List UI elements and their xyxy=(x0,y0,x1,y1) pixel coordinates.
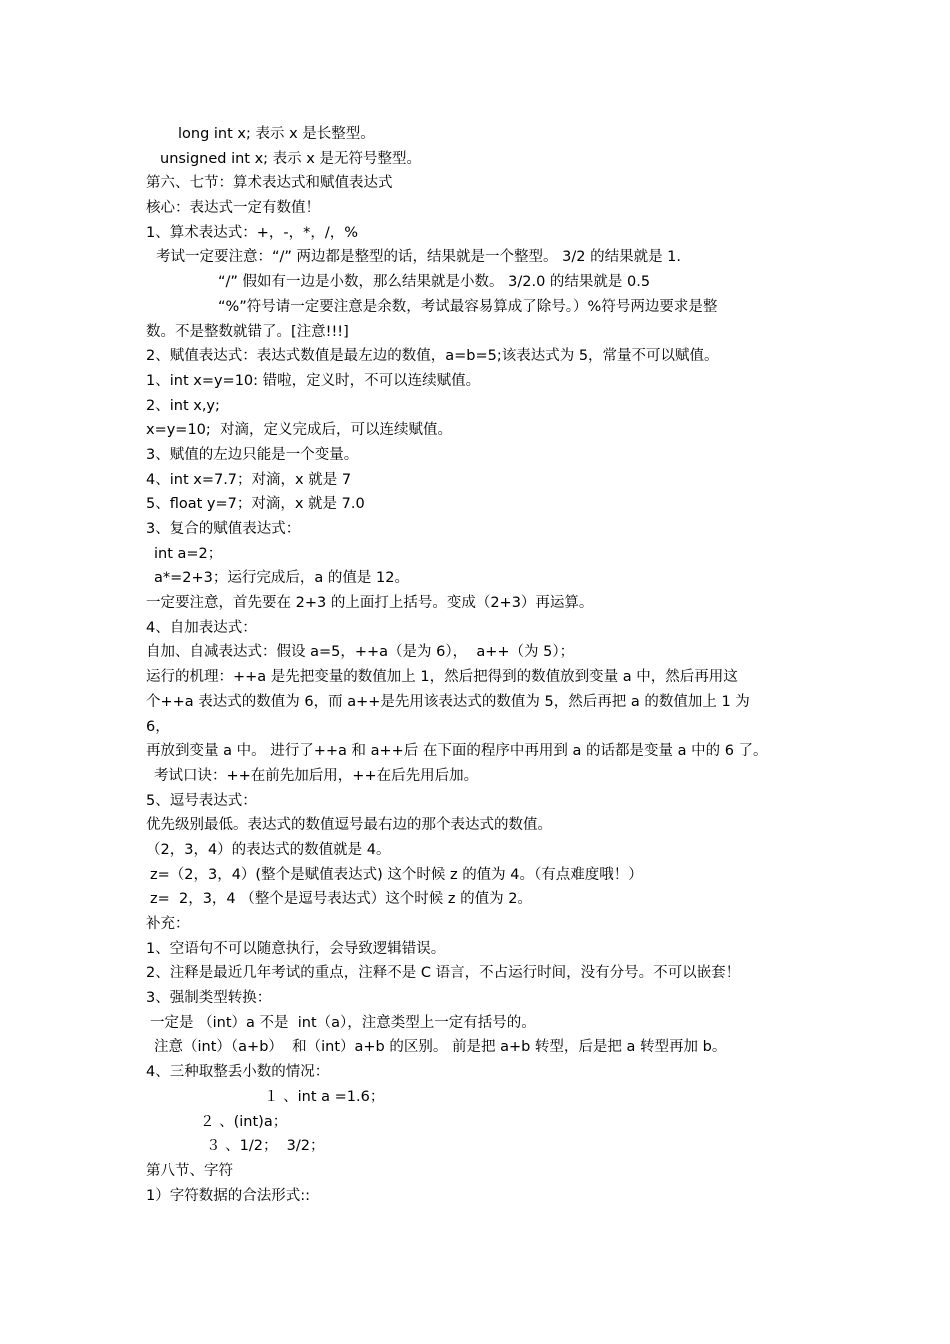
text-line: 优先级别最低。表达式的数值逗号最右边的那个表达式的数值。 xyxy=(146,817,552,834)
text-line: 考试一定要注意：“/” 两边都是整型的话，结果就是一个整型。 3/2 的结果就是 1. xyxy=(156,249,682,266)
text-line: unsigned int x; 表示 x 是无符号整型。 xyxy=(160,150,421,167)
text-line: 补充： xyxy=(146,916,190,932)
text-line: 核心：表达式一定有数值！ xyxy=(146,200,320,217)
code-line: int a=2； xyxy=(154,545,223,562)
text-line: 1）字符数据的合法形式:: xyxy=(146,1187,310,1204)
text-line: z= 2，3，4 （整个是逗号表达式）这个时候 z 的值为 2。 xyxy=(150,891,532,908)
text-line: 4、三种取整丢小数的情况： xyxy=(146,1064,330,1081)
text-line: 一定要注意，首先要在 2+3 的上面打上括号。变成（2+3）再运算。 xyxy=(146,595,594,612)
text-line: 个++a 表达式的数值为 6，而 a++是先用该表达式的数值为 5，然后再把 a 的数值加上 1 为 xyxy=(146,693,750,710)
list-item: ３ 、1/2； 3/2； xyxy=(206,1138,325,1155)
text-line: 一定是 （int）a 不是 int（a），注意类型上一定有括号的。 xyxy=(150,1014,536,1031)
text-line: 2、赋值表达式：表达式数值是最左边的数值，a=b=5;该表达式为 5，常量不可以赋值。 xyxy=(146,348,719,365)
text-line: 2、int x,y; xyxy=(146,397,220,414)
text-line: 5、float y=7；对滴，x 就是 7.0 xyxy=(146,496,365,513)
text-line: z=（2，3，4）(整个是赋值表达式) 这个时候 z 的值为 4。（有点难度哦！） xyxy=(150,866,643,883)
code-line: a*=2+3；运行完成后，a 的值是 12。 xyxy=(154,570,409,587)
section-heading: 第八节、字符 xyxy=(146,1162,233,1179)
section-heading: 第六、七节：算术表达式和赋值表达式 xyxy=(146,175,393,192)
text-line: 1、int x=y=10: 错啦，定义时，不可以连续赋值。 xyxy=(146,372,481,389)
text-line: （2，3，4）的表达式的数值就是 4。 xyxy=(146,841,391,858)
text-line: 2、注释是最近几年考试的重点，注释不是 C 语言，不占运行时间，没有分号。不可以嵌套！ xyxy=(146,965,741,982)
text-line: 考试口诀：++在前先加后用，++在后先用后加。 xyxy=(154,767,479,784)
text-line: 5、逗号表达式： xyxy=(146,792,257,809)
list-item: １ 、int a =1.6； xyxy=(264,1088,385,1105)
text-line: 3、强制类型转换： xyxy=(146,990,272,1007)
text-line: 运行的机理：++a 是先把变量的数值加上 1，然后把得到的数值放到变量 a 中，然后再用这 xyxy=(146,669,738,686)
text-line: 1、空语句不可以随意执行，会导致逻辑错误。 xyxy=(146,940,446,957)
text-line: x=y=10; 对滴，定义完成后，可以连续赋值。 xyxy=(146,422,453,439)
text-line: 3、赋值的左边只能是一个变量。 xyxy=(146,446,359,463)
text-line: 6， xyxy=(146,718,170,735)
text-line: 数。不是整数就错了。[注意!!!] xyxy=(146,323,349,340)
text-line: 自加、自减表达式：假设 a=5，++a（是为 6）， a++（为 5）； xyxy=(146,644,575,661)
text-line: 4、自加表达式： xyxy=(146,619,257,636)
list-item: ２ 、(int)a； xyxy=(200,1113,288,1130)
document-body xyxy=(146,122,816,1208)
text-line: 再放到变量 a 中。 进行了++a 和 a++后 在下面的程序中再用到 a 的话都是变量 a 中的 6 了。 xyxy=(146,743,768,760)
text-line: long int x; 表示 x 是长整型。 xyxy=(178,126,375,142)
text-line: “%”符号请一定要注意是余数，考试最容易算成了除号。）%符号两边要求是整 xyxy=(218,298,718,315)
text-line: 3、复合的赋值表达式： xyxy=(146,521,301,537)
text-line: 4、int x=7.7；对滴，x 就是 7 xyxy=(146,471,352,488)
text-line: “/” 假如有一边是小数，那么结果就是小数。 3/2.0 的结果就是 0.5 xyxy=(218,274,651,291)
text-line: 1、算术表达式：+，-，*，/，% xyxy=(146,224,359,241)
text-line: 注意（int）（a+b） 和（int）a+b 的区别。 前是把 a+b 转型，后是把 a 转型再加 b。 xyxy=(154,1039,727,1056)
